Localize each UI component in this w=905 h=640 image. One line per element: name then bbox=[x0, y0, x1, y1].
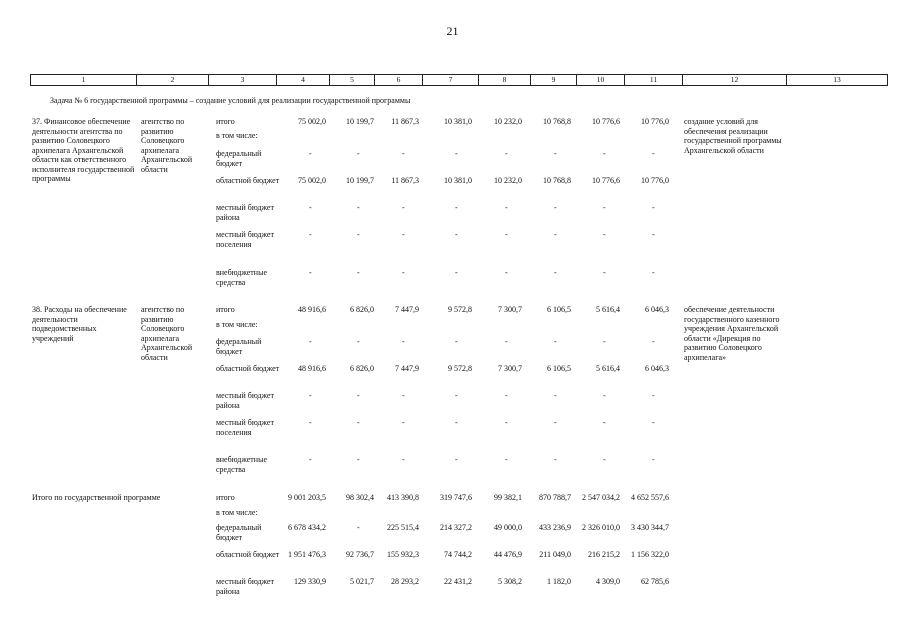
value-cell: 10 776,6 bbox=[592, 176, 620, 185]
value-cell: 92 736,7 bbox=[346, 550, 374, 559]
value-cell: 7 300,7 bbox=[498, 305, 522, 314]
value-cell: - bbox=[357, 455, 360, 464]
value-cell: 7 300,7 bbox=[498, 364, 522, 373]
value-cell: 9 001 203,5 bbox=[288, 493, 326, 502]
value-cell: - bbox=[357, 149, 360, 158]
value-cell: - bbox=[505, 230, 508, 239]
row-label: местный бюджет поселения bbox=[216, 418, 274, 437]
value-cell: - bbox=[505, 391, 508, 400]
value-cell: 22 431,2 bbox=[444, 577, 472, 586]
row-label: областной бюджет bbox=[216, 364, 280, 373]
value-cell: 28 293,2 bbox=[391, 577, 419, 586]
value-cell: - bbox=[402, 203, 405, 212]
row-label: внебюджетные средства bbox=[216, 455, 267, 474]
value-cell: - bbox=[554, 203, 557, 212]
block-38-description: 38. Расходы на обеспечение деятельности подведомственных учреждений bbox=[32, 305, 127, 343]
value-cell: 6 046,3 bbox=[645, 364, 669, 373]
block-38-result: обеспечение деятельности государственного казенного учреждения Архангельской области «Дирекция по развитию Соловецкого архипелага» bbox=[684, 305, 780, 362]
value-cell: 1 182,0 bbox=[547, 577, 571, 586]
value-cell: - bbox=[603, 455, 606, 464]
header-cell: 13 bbox=[833, 75, 841, 84]
header-cell: 9 bbox=[531, 75, 577, 85]
value-cell: 4 652 557,6 bbox=[631, 493, 669, 502]
header-cell: 11 bbox=[625, 75, 683, 85]
value-cell: 74 744,2 bbox=[444, 550, 472, 559]
row-label: областной бюджет bbox=[216, 176, 280, 185]
value-cell: 6 826,0 bbox=[350, 305, 374, 314]
row-label: в том числе: bbox=[216, 131, 258, 140]
value-cell: - bbox=[309, 149, 312, 158]
value-cell: - bbox=[357, 230, 360, 239]
value-cell: - bbox=[505, 337, 508, 346]
block-37-result: создание условий для обеспечения реализации государственной программы Архангельской области bbox=[684, 117, 782, 155]
value-cell: - bbox=[603, 418, 606, 427]
header-cell: 4 bbox=[277, 75, 330, 85]
value-cell: 10 199,7 bbox=[346, 176, 374, 185]
value-cell: 10 776,0 bbox=[641, 117, 669, 126]
value-cell: 75 002,0 bbox=[298, 176, 326, 185]
value-cell: - bbox=[357, 523, 360, 532]
value-cell: 6 046,3 bbox=[645, 305, 669, 314]
header-cell: 2 bbox=[137, 75, 209, 85]
value-cell: 1 951 476,3 bbox=[288, 550, 326, 559]
value-cell: - bbox=[402, 418, 405, 427]
value-cell: - bbox=[309, 230, 312, 239]
header-cell: 7 bbox=[423, 75, 479, 85]
value-cell: - bbox=[455, 337, 458, 346]
value-cell: - bbox=[402, 149, 405, 158]
value-cell: 10 232,0 bbox=[494, 176, 522, 185]
header-cell: 8 bbox=[479, 75, 531, 85]
value-cell: - bbox=[652, 203, 655, 212]
row-label: итого bbox=[216, 305, 235, 314]
row-label: в том числе: bbox=[216, 508, 258, 517]
block-37-description: 37. Финансовое обеспечение деятельности агентства по развитию Соловецкого архипелага Архангельской области как ответственного исполнителя государственной программы bbox=[32, 117, 135, 183]
value-cell: - bbox=[357, 337, 360, 346]
value-cell: 10 768,8 bbox=[543, 117, 571, 126]
row-label: итого bbox=[216, 117, 235, 126]
block-38-executor: агентство по развитию Соловецкого архипелага Архангельской области bbox=[141, 305, 193, 362]
value-cell: - bbox=[554, 455, 557, 464]
value-cell: 413 390,8 bbox=[387, 493, 419, 502]
row-label: федеральный бюджет bbox=[216, 149, 262, 168]
row-label: местный бюджет района bbox=[216, 203, 274, 222]
value-cell: 9 572,8 bbox=[448, 305, 472, 314]
header-cell: 6 bbox=[375, 75, 423, 85]
value-cell: - bbox=[455, 391, 458, 400]
value-cell: - bbox=[652, 337, 655, 346]
value-cell: - bbox=[603, 268, 606, 277]
value-cell: 44 476,9 bbox=[494, 550, 522, 559]
value-cell: - bbox=[652, 418, 655, 427]
value-cell: 9 572,8 bbox=[448, 364, 472, 373]
value-cell: 225 515,4 bbox=[387, 523, 419, 532]
value-cell: - bbox=[357, 268, 360, 277]
value-cell: - bbox=[505, 203, 508, 212]
value-cell: 10 232,0 bbox=[494, 117, 522, 126]
value-cell: - bbox=[309, 268, 312, 277]
value-cell: 11 867,3 bbox=[391, 176, 419, 185]
header-cell: 12 bbox=[683, 75, 787, 85]
value-cell: - bbox=[603, 337, 606, 346]
row-label: в том числе: bbox=[216, 320, 258, 329]
value-cell: - bbox=[455, 418, 458, 427]
value-cell: 62 785,6 bbox=[641, 577, 669, 586]
page-number: 21 bbox=[446, 24, 459, 38]
value-cell: - bbox=[652, 230, 655, 239]
value-cell: - bbox=[357, 418, 360, 427]
value-cell: - bbox=[357, 203, 360, 212]
row-label: местный бюджет района bbox=[216, 391, 274, 410]
value-cell: - bbox=[554, 391, 557, 400]
value-cell: 6 106,5 bbox=[547, 305, 571, 314]
value-cell: 10 776,6 bbox=[592, 117, 620, 126]
value-cell: 870 788,7 bbox=[539, 493, 571, 502]
header-cell: 3 bbox=[209, 75, 277, 85]
header-cell: 5 bbox=[330, 75, 375, 85]
value-cell: - bbox=[554, 268, 557, 277]
value-cell: 10 381,0 bbox=[444, 117, 472, 126]
value-cell: 3 430 344,7 bbox=[631, 523, 669, 532]
row-label: федеральный бюджет bbox=[216, 337, 262, 356]
value-cell: - bbox=[554, 418, 557, 427]
row-label: итого bbox=[216, 493, 235, 502]
value-cell: - bbox=[652, 268, 655, 277]
value-cell: 5 021,7 bbox=[350, 577, 374, 586]
value-cell: - bbox=[603, 149, 606, 158]
value-cell: 11 867,3 bbox=[391, 117, 419, 126]
value-cell: 49 000,0 bbox=[494, 523, 522, 532]
value-cell: - bbox=[309, 455, 312, 464]
value-cell: - bbox=[402, 337, 405, 346]
table-header-row bbox=[30, 74, 888, 86]
value-cell: - bbox=[357, 391, 360, 400]
value-cell: 4 309,0 bbox=[596, 577, 620, 586]
value-cell: 2 547 034,2 bbox=[582, 493, 620, 502]
value-cell: 5 308,2 bbox=[498, 577, 522, 586]
value-cell: 10 776,0 bbox=[641, 176, 669, 185]
value-cell: 319 747,6 bbox=[440, 493, 472, 502]
value-cell: 48 916,6 bbox=[298, 305, 326, 314]
value-cell: 99 382,1 bbox=[494, 493, 522, 502]
header-cell: 10 bbox=[577, 75, 625, 85]
value-cell: - bbox=[402, 391, 405, 400]
value-cell: 155 932,3 bbox=[387, 550, 419, 559]
value-cell: - bbox=[309, 203, 312, 212]
value-cell: - bbox=[455, 455, 458, 464]
value-cell: - bbox=[402, 230, 405, 239]
value-cell: 216 215,2 bbox=[588, 550, 620, 559]
value-cell: 6 678 434,2 bbox=[288, 523, 326, 532]
value-cell: - bbox=[652, 149, 655, 158]
value-cell: - bbox=[505, 149, 508, 158]
value-cell: - bbox=[309, 418, 312, 427]
program-total-title: Итого по государственной программе bbox=[32, 493, 161, 502]
row-label: областной бюджет bbox=[216, 550, 280, 559]
value-cell: 10 381,0 bbox=[444, 176, 472, 185]
value-cell: - bbox=[603, 230, 606, 239]
value-cell: 98 302,4 bbox=[346, 493, 374, 502]
value-cell: 5 616,4 bbox=[596, 305, 620, 314]
row-label: федеральный бюджет bbox=[216, 523, 262, 542]
value-cell: - bbox=[455, 203, 458, 212]
value-cell: 211 049,0 bbox=[539, 550, 571, 559]
value-cell: 10 199,7 bbox=[346, 117, 374, 126]
value-cell: - bbox=[309, 337, 312, 346]
value-cell: 5 616,4 bbox=[596, 364, 620, 373]
value-cell: 7 447,9 bbox=[395, 364, 419, 373]
header-cell: 1 bbox=[31, 75, 137, 85]
value-cell: - bbox=[554, 149, 557, 158]
value-cell: 2 326 010,0 bbox=[582, 523, 620, 532]
value-cell: 10 768,8 bbox=[543, 176, 571, 185]
value-cell: - bbox=[505, 418, 508, 427]
value-cell: 48 916,6 bbox=[298, 364, 326, 373]
value-cell: 1 156 322,0 bbox=[631, 550, 669, 559]
value-cell: - bbox=[402, 268, 405, 277]
value-cell: 75 002,0 bbox=[298, 117, 326, 126]
value-cell: 6 106,5 bbox=[547, 364, 571, 373]
value-cell: - bbox=[402, 455, 405, 464]
row-label: местный бюджет поселения bbox=[216, 230, 274, 249]
value-cell: - bbox=[455, 149, 458, 158]
block-37-executor: агентство по развитию Соловецкого архипелага Архангельской области bbox=[141, 117, 193, 174]
value-cell: - bbox=[603, 391, 606, 400]
value-cell: 6 826,0 bbox=[350, 364, 374, 373]
value-cell: 433 236,9 bbox=[539, 523, 571, 532]
value-cell: - bbox=[554, 230, 557, 239]
value-cell: 7 447,9 bbox=[395, 305, 419, 314]
value-cell: - bbox=[652, 455, 655, 464]
task-title: Задача № 6 государственной программы – создание условий для реализации государственной программы bbox=[50, 96, 411, 105]
row-label: внебюджетные средства bbox=[216, 268, 267, 287]
value-cell: - bbox=[455, 268, 458, 277]
value-cell: - bbox=[309, 391, 312, 400]
value-cell: - bbox=[505, 455, 508, 464]
value-cell: - bbox=[554, 337, 557, 346]
value-cell: - bbox=[455, 230, 458, 239]
row-label: местный бюджет района bbox=[216, 577, 274, 596]
value-cell: 214 327,2 bbox=[440, 523, 472, 532]
value-cell: - bbox=[603, 203, 606, 212]
value-cell: - bbox=[505, 268, 508, 277]
value-cell: - bbox=[652, 391, 655, 400]
value-cell: 129 330,9 bbox=[294, 577, 326, 586]
